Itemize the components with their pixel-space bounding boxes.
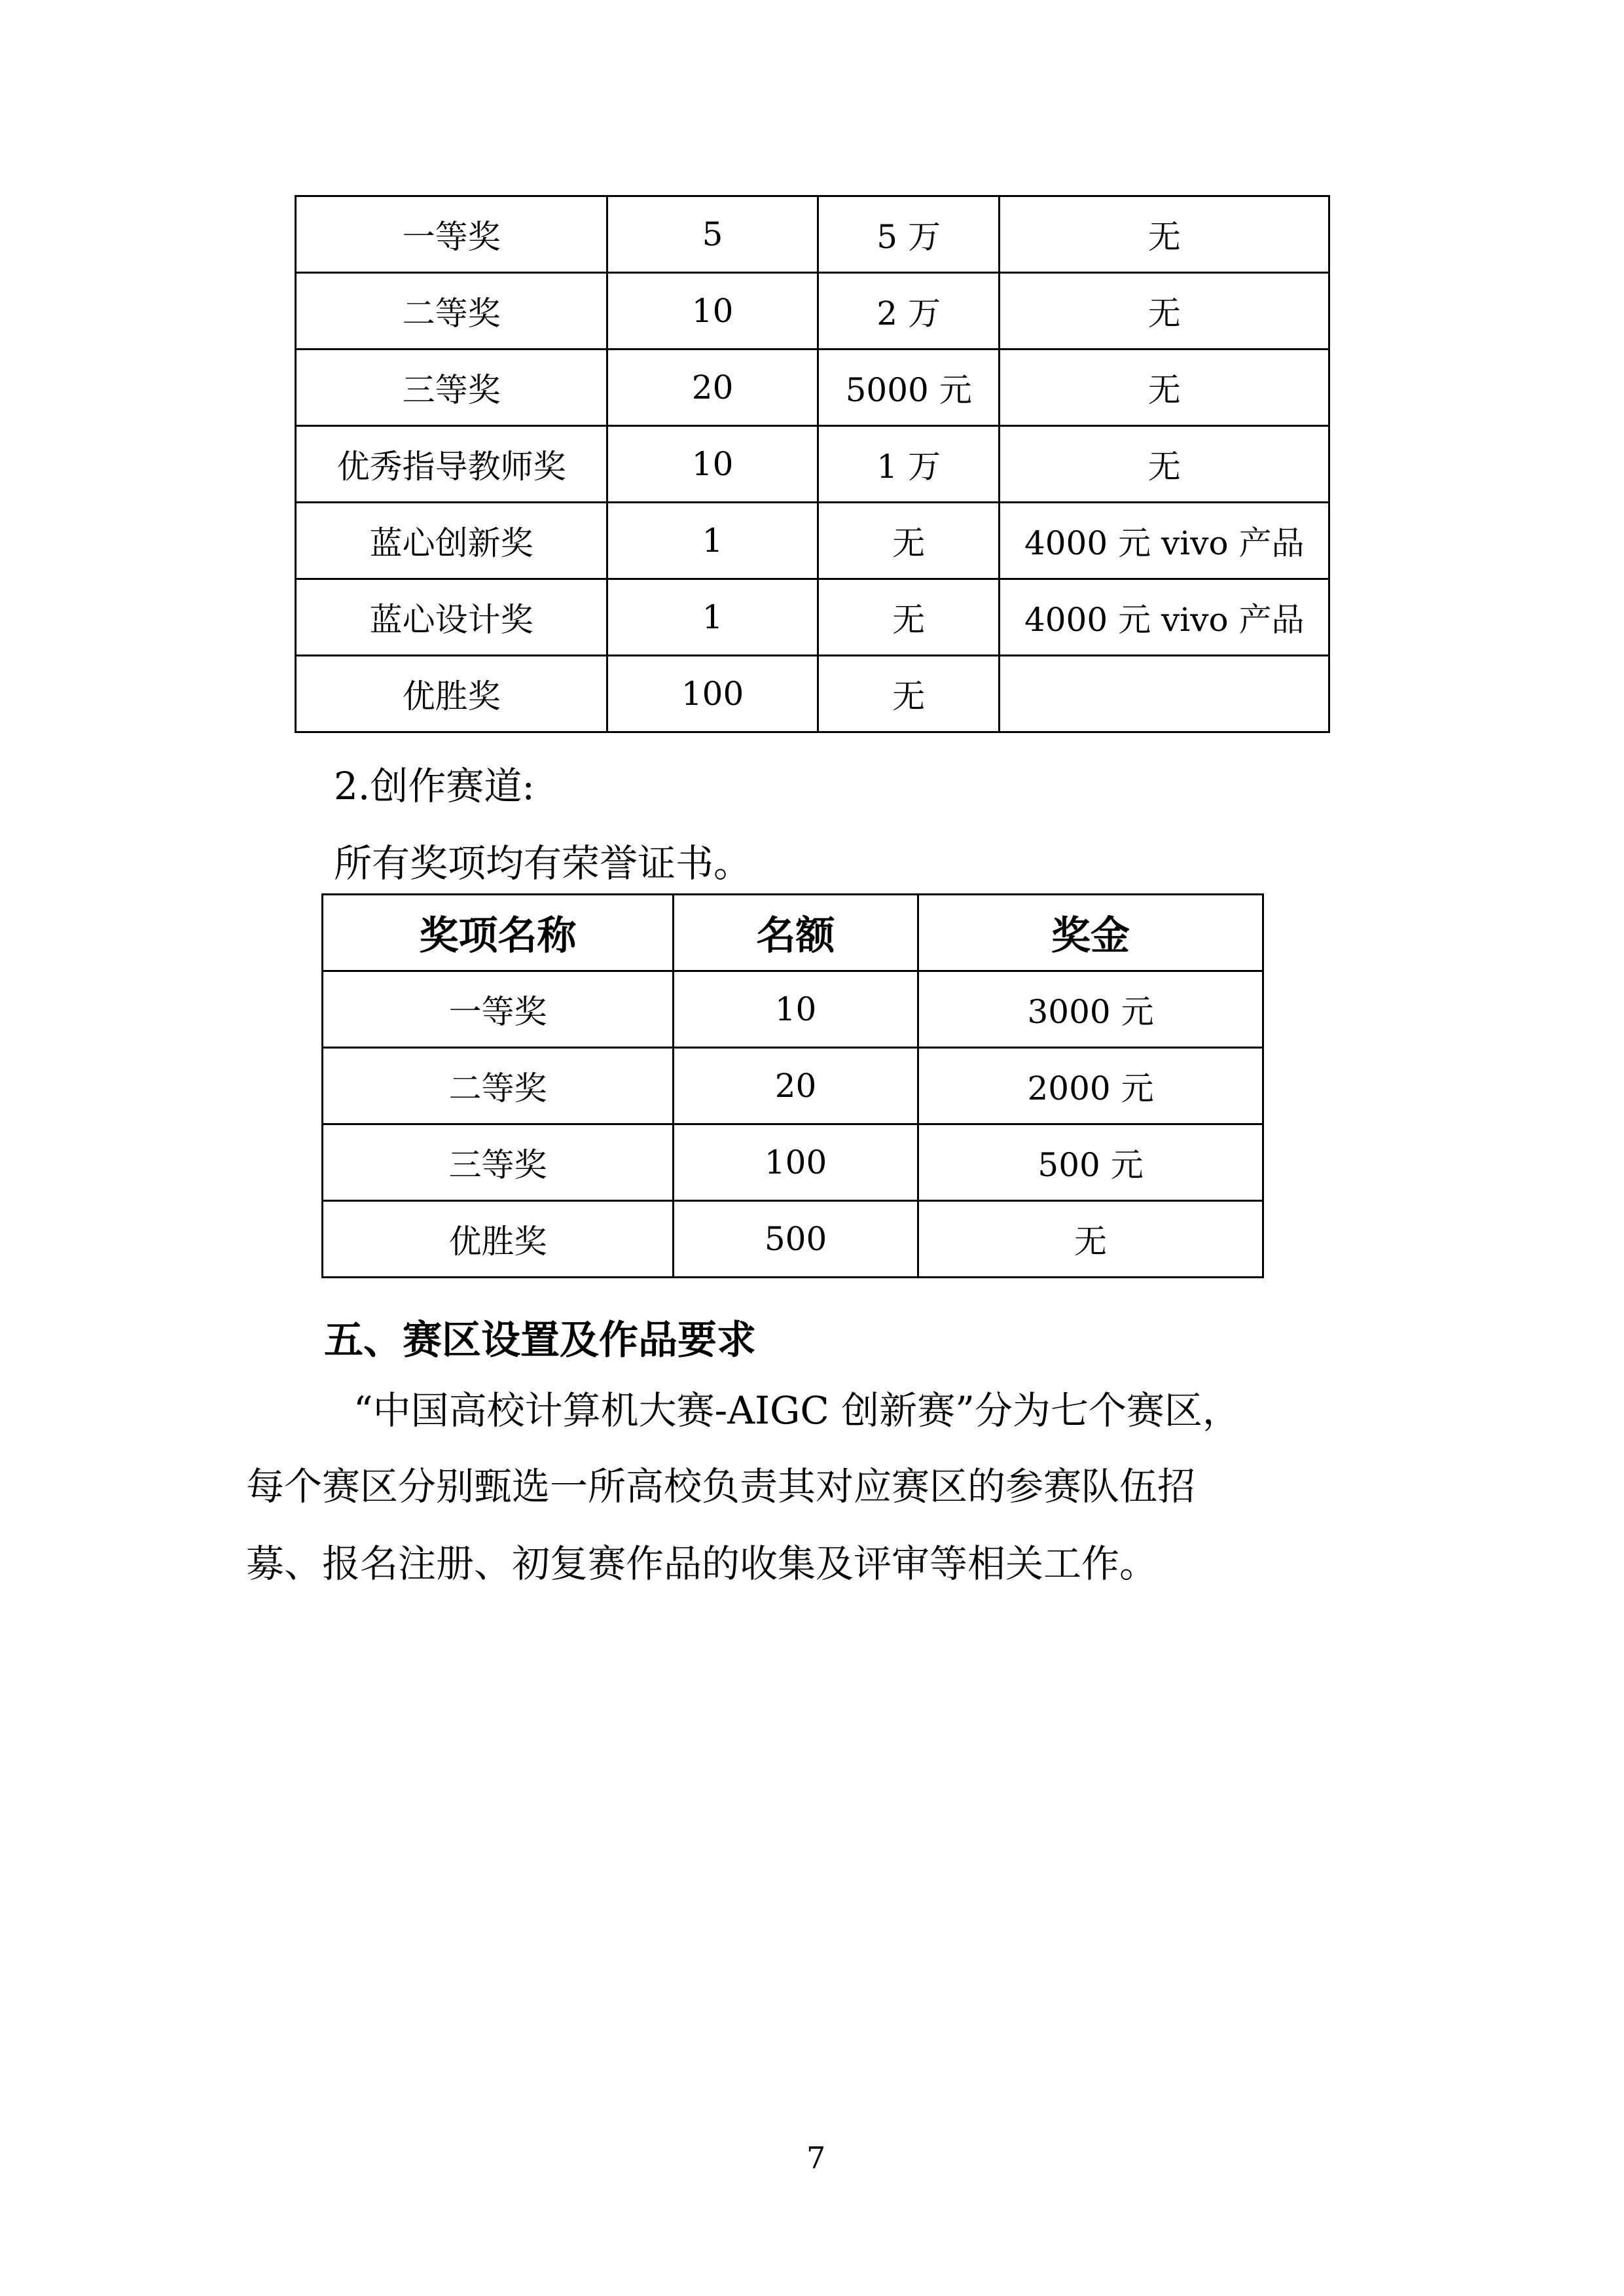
table-cell: 无 (918, 1201, 1263, 1278)
table-cell: 4000 元 vivo 产品 (1000, 579, 1329, 656)
track2-note: 所有奖项均有荣誉证书。 (334, 841, 752, 886)
table-cell: 20 (673, 1048, 918, 1124)
table-cell: 4000 元 vivo 产品 (1000, 503, 1329, 579)
paragraph-line: 每个赛区分别甄选一所高校负责其对应赛区的参赛队伍招 (246, 1464, 1196, 1509)
table-row (296, 196, 1329, 273)
table-cell: 500 (673, 1201, 918, 1278)
table-cell: 无 (1000, 196, 1329, 273)
table-cell: 100 (607, 656, 818, 732)
table-row (323, 1048, 1263, 1124)
table-cell: 1 万 (818, 426, 1000, 503)
table-cell: 二等奖 (296, 273, 607, 350)
table-cell: 三等奖 (323, 1124, 674, 1201)
table-cell: 无 (1000, 426, 1329, 503)
table-cell: 1 (607, 579, 818, 656)
table-cell: 5 万 (818, 196, 1000, 273)
table-cell: 无 (1000, 350, 1329, 426)
section-heading: 五、赛区设置及作品要求 (324, 1318, 756, 1363)
table-row (296, 350, 1329, 426)
table-cell: 10 (607, 273, 818, 350)
column-header: 名额 (673, 895, 918, 971)
table-cell: 2 万 (818, 273, 1000, 350)
table-cell: 一等奖 (323, 971, 674, 1048)
table-cell: 一等奖 (296, 196, 607, 273)
paragraph-line: “中国高校计算机大赛-AIGC 创新赛”分为七个赛区， (353, 1388, 1240, 1433)
column-header: 奖项名称 (323, 895, 674, 971)
table-cell: 10 (607, 426, 818, 503)
table-cell: 2000 元 (918, 1048, 1263, 1124)
table-row (296, 426, 1329, 503)
table-header-row (323, 895, 1263, 971)
prize-table-track2 (321, 893, 1264, 1278)
table-cell: 20 (607, 350, 818, 426)
table-row (323, 1201, 1263, 1278)
track2-title: 2.创作赛道: (334, 764, 535, 808)
table-cell: 无 (818, 503, 1000, 579)
paragraph-line: 募、报名注册、初复赛作品的收集及评审等相关工作。 (246, 1541, 1158, 1586)
table-row (296, 579, 1329, 656)
table-cell: 蓝心设计奖 (296, 579, 607, 656)
table-row (296, 656, 1329, 732)
table-row (296, 273, 1329, 350)
column-header: 奖金 (918, 895, 1263, 971)
page-number: 7 (806, 2140, 826, 2176)
table-cell: 无 (1000, 273, 1329, 350)
table-cell: 三等奖 (296, 350, 607, 426)
table-cell: 500 元 (918, 1124, 1263, 1201)
table-cell: 3000 元 (918, 971, 1263, 1048)
table-cell: 二等奖 (323, 1048, 674, 1124)
table-cell: 优胜奖 (323, 1201, 674, 1278)
table-cell: 5 (607, 196, 818, 273)
table-cell: 优秀指导教师奖 (296, 426, 607, 503)
prize-table-track1 (295, 195, 1330, 733)
table-cell: 10 (673, 971, 918, 1048)
table-cell: 无 (818, 579, 1000, 656)
table-cell: 无 (818, 656, 1000, 732)
table-row (323, 1124, 1263, 1201)
table-cell (1000, 656, 1329, 732)
table-cell: 100 (673, 1124, 918, 1201)
table-cell: 5000 元 (818, 350, 1000, 426)
table-row (296, 503, 1329, 579)
table-cell: 优胜奖 (296, 656, 607, 732)
table-row (323, 971, 1263, 1048)
table-cell: 1 (607, 503, 818, 579)
table-cell: 蓝心创新奖 (296, 503, 607, 579)
